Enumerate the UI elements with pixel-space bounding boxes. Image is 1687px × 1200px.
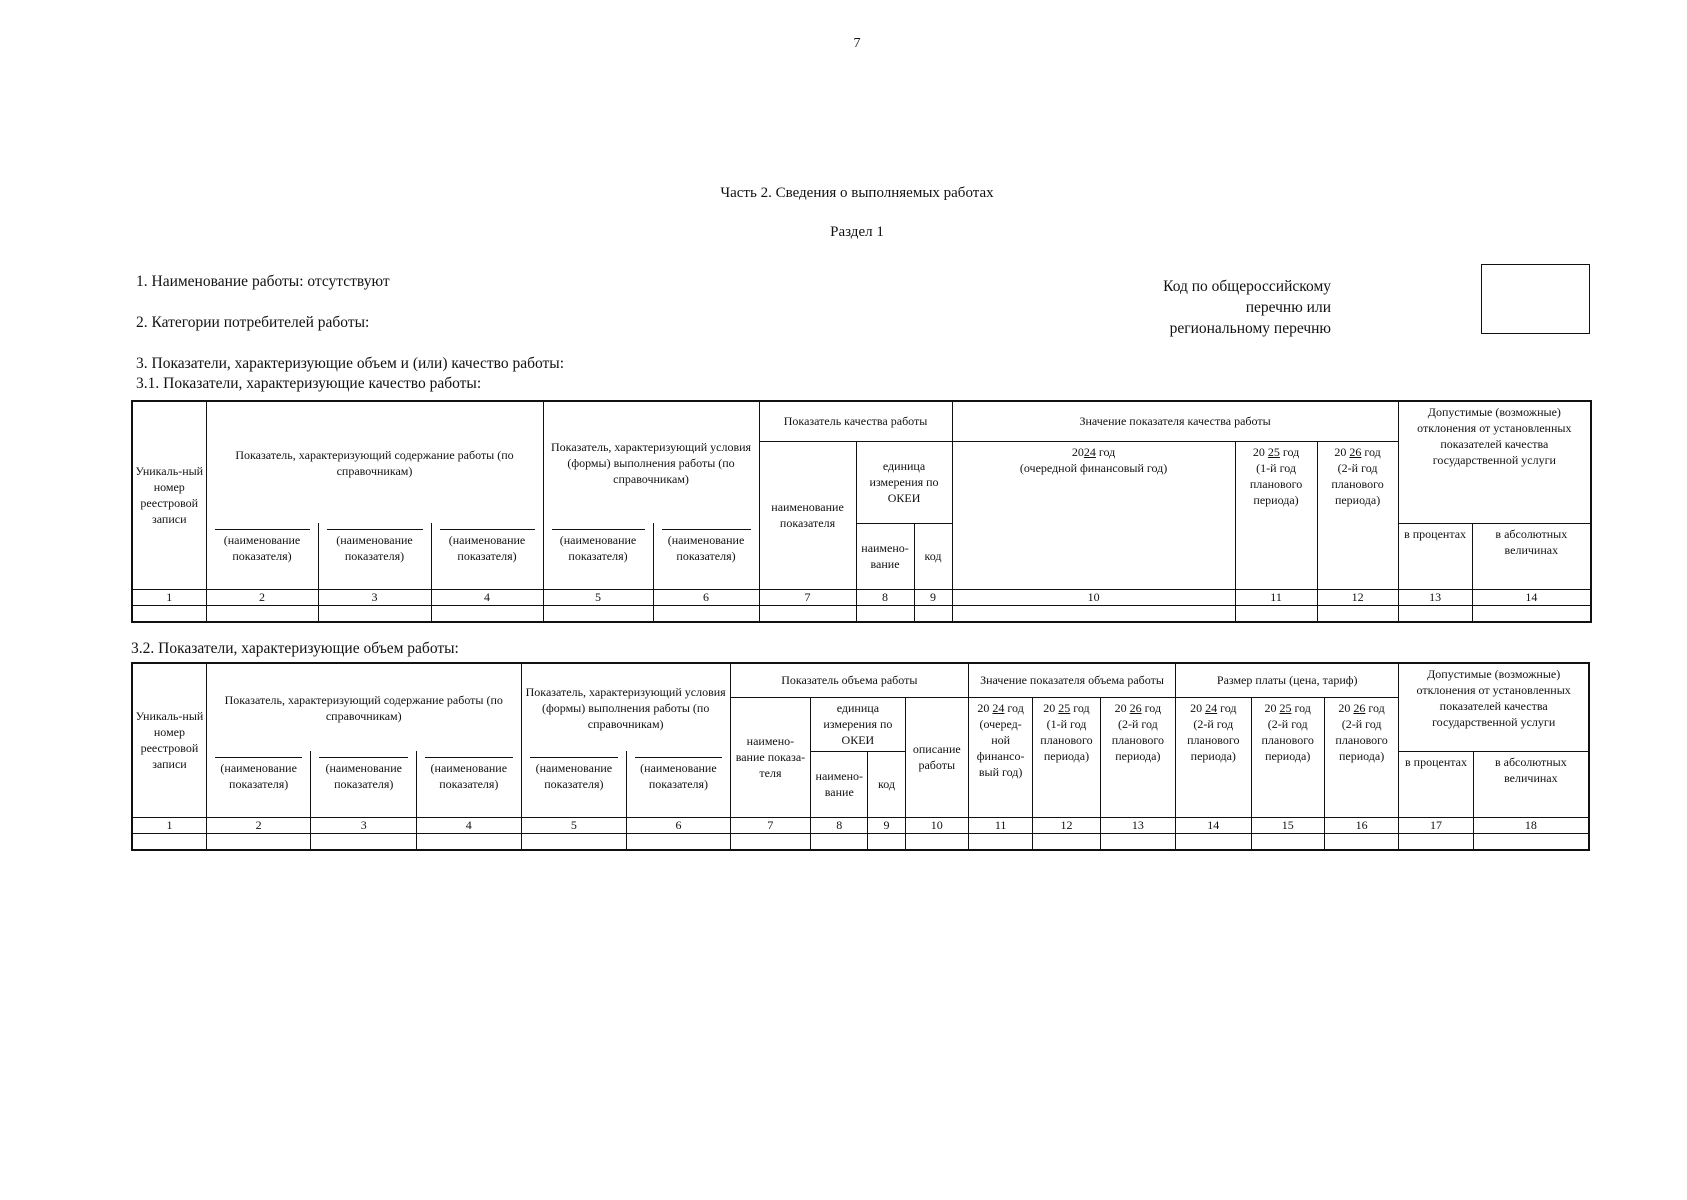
- year-current-header: [952, 441, 1235, 589]
- unique-number-header: Уникаль-ный номер реестровой записи: [132, 401, 206, 589]
- absolute-header: в абсолютных величинах: [1472, 523, 1591, 589]
- data-cell[interactable]: [1398, 605, 1472, 622]
- year-note: (2-й год планового периода): [1335, 716, 1388, 763]
- quality-indicator-header: Показатель качества работы: [759, 401, 952, 441]
- year-prefix: 20: [1334, 444, 1347, 459]
- volume-indicator-header: Показатель объема работы: [730, 663, 968, 697]
- data-cell[interactable]: [206, 833, 311, 850]
- content-header: Показатель, характеризующий содержание работы (по справочникам): [206, 663, 521, 751]
- year-number: 26: [1349, 444, 1362, 459]
- data-cell[interactable]: [431, 605, 543, 622]
- data-cell[interactable]: [1399, 833, 1473, 850]
- sub-label: (наименование показателя): [319, 757, 408, 792]
- column-number: 11: [1235, 589, 1317, 605]
- column-number: 8: [811, 817, 868, 833]
- data-cell[interactable]: [730, 833, 810, 850]
- conditions-sub-1: [543, 523, 653, 589]
- column-number: 14: [1176, 817, 1251, 833]
- data-cell[interactable]: [627, 833, 731, 850]
- data-cell[interactable]: [952, 605, 1235, 622]
- data-cell[interactable]: [311, 833, 417, 850]
- data-cell[interactable]: [318, 605, 431, 622]
- year-suffix: год: [1095, 444, 1116, 459]
- unit-header: единица измерения по ОКЕИ: [856, 441, 952, 523]
- data-cell[interactable]: [653, 605, 759, 622]
- column-number: 5: [521, 817, 627, 833]
- code-label-line: региональному перечню: [1169, 320, 1331, 337]
- content-header: Показатель, характеризующий содержание работы (по справочникам): [206, 401, 543, 523]
- content-sub-1: [206, 751, 311, 817]
- column-number: 9: [868, 817, 905, 833]
- column-number: 3: [311, 817, 417, 833]
- column-number: 7: [759, 589, 856, 605]
- column-number: 5: [543, 589, 653, 605]
- data-cell[interactable]: [521, 833, 627, 850]
- sub-label: (наименование показателя): [425, 757, 513, 792]
- data-cell[interactable]: [132, 833, 206, 850]
- data-cell[interactable]: [856, 605, 914, 622]
- year-note: (очередной финансовый год): [1019, 460, 1168, 475]
- data-cell[interactable]: [543, 605, 653, 622]
- data-cell[interactable]: [1472, 605, 1591, 622]
- data-cell[interactable]: [759, 605, 856, 622]
- year-number: 24: [992, 700, 1005, 715]
- column-number: 18: [1473, 817, 1589, 833]
- sub-label: (наименование показателя): [662, 529, 751, 564]
- year-prefix: 20: [1190, 700, 1203, 715]
- unit-name-header: наимено-вание: [811, 751, 868, 817]
- unit-code-header: код: [868, 751, 905, 817]
- year-suffix: год: [1141, 700, 1162, 715]
- column-number: 8: [856, 589, 914, 605]
- content-sub-3: [417, 751, 522, 817]
- year-prefix: 20: [1114, 700, 1127, 715]
- column-number: 12: [1317, 589, 1398, 605]
- percent-header: в процентах: [1399, 751, 1473, 817]
- data-cell[interactable]: [417, 833, 522, 850]
- column-number: 2: [206, 589, 318, 605]
- column-number: 6: [627, 817, 731, 833]
- column-number: 13: [1398, 589, 1472, 605]
- column-number: 16: [1324, 817, 1398, 833]
- column-number: 4: [417, 817, 522, 833]
- data-cell[interactable]: [1324, 833, 1398, 850]
- year-suffix: год: [1361, 444, 1381, 459]
- content-sub-3: [431, 523, 543, 589]
- column-number: 6: [653, 589, 759, 605]
- year-prefix: 20: [1043, 700, 1056, 715]
- sub-label: (наименование показателя): [327, 529, 423, 564]
- year-note: (2-й год планового периода): [1111, 716, 1165, 763]
- code-label: [1163, 276, 1331, 339]
- volume-value-header: Значение показателя объема работы: [968, 663, 1175, 697]
- year-suffix: год: [1217, 700, 1237, 715]
- year-number: 26: [1129, 700, 1142, 715]
- data-cell[interactable]: [811, 833, 868, 850]
- data-cell[interactable]: [905, 833, 968, 850]
- page-number: 7: [853, 36, 861, 51]
- column-number: 14: [1472, 589, 1591, 605]
- code-label-line: Код по общероссийскому: [1163, 278, 1331, 295]
- year-suffix: год: [1365, 700, 1385, 715]
- section-title: Раздел 1: [830, 224, 884, 240]
- column-number: 3: [318, 589, 431, 605]
- conditions-sub-2: [627, 751, 731, 817]
- indicator-name-header: наименование показателя: [759, 441, 856, 589]
- column-number: 15: [1251, 817, 1324, 833]
- data-cell[interactable]: [1235, 605, 1317, 622]
- column-number: 17: [1399, 817, 1473, 833]
- data-cell[interactable]: [968, 833, 1032, 850]
- volume-table: [131, 662, 1590, 851]
- year-second-header: [1317, 441, 1398, 589]
- work-name: 1. Наименование работы: отсутствуют: [136, 273, 390, 290]
- data-cell[interactable]: [1100, 833, 1175, 850]
- deviation-header: Допустимые (возможные) отклонения от установленных показателей качества государственной услуги: [1399, 663, 1589, 751]
- volume-year-26: [1100, 697, 1175, 817]
- year-prefix: 20: [1252, 444, 1265, 459]
- volume-year-24: [968, 697, 1032, 817]
- column-number: 2: [206, 817, 311, 833]
- year-suffix: год: [1004, 700, 1024, 715]
- data-cell[interactable]: [868, 833, 905, 850]
- unit-name-header: наимено-вание: [856, 523, 914, 589]
- data-cell[interactable]: [1033, 833, 1100, 850]
- data-cell[interactable]: [1251, 833, 1324, 850]
- column-number: 1: [132, 589, 206, 605]
- indicators-heading: 3. Показатели, характеризующие объем и (или) качество работы:: [136, 355, 565, 372]
- code-label-line: перечню или: [1245, 299, 1331, 316]
- data-cell[interactable]: [914, 605, 952, 622]
- description-header: описание работы: [905, 697, 968, 817]
- data-cell[interactable]: [1473, 833, 1589, 850]
- column-number: 7: [730, 817, 810, 833]
- year-prefix: 20: [1264, 700, 1277, 715]
- indicator-name-header: наимено-вание показа-теля: [730, 697, 810, 817]
- column-number: 11: [968, 817, 1032, 833]
- fee-year-26: [1324, 697, 1398, 817]
- data-cell[interactable]: [132, 605, 206, 622]
- quality-heading: 3.1. Показатели, характеризующие качество работы:: [136, 375, 482, 392]
- data-cell[interactable]: [1317, 605, 1398, 622]
- year-number: 26: [1353, 700, 1366, 715]
- year-first-header: [1235, 441, 1317, 589]
- sub-label: (наименование показателя): [440, 529, 535, 564]
- year-note: (1-й год планового периода): [1249, 460, 1303, 507]
- percent-header: в процентах: [1398, 523, 1472, 589]
- consumer-categories: 2. Категории потребителей работы:: [136, 314, 370, 331]
- conditions-header: Показатель, характеризующий условия (формы) выполнения работы (по справочникам): [543, 401, 759, 523]
- quality-table: [131, 400, 1592, 623]
- year-number: 25: [1058, 700, 1071, 715]
- column-numbers-row: [132, 589, 1591, 605]
- sub-label: (наименование показателя): [215, 529, 310, 564]
- data-cell[interactable]: [206, 605, 318, 622]
- conditions-sub-2: [653, 523, 759, 589]
- unique-number-header: Уникаль-ный номер реестровой записи: [132, 663, 206, 817]
- sub-label: (наименование показателя): [215, 757, 303, 792]
- year-note: (2-й год планового периода): [1331, 460, 1384, 507]
- content-sub-2: [318, 523, 431, 589]
- conditions-header: Показатель, характеризующий условия (формы) выполнения работы (по справочникам): [521, 663, 730, 751]
- code-box[interactable]: [1481, 264, 1590, 334]
- data-row: [132, 605, 1591, 622]
- sub-label: (наименование показателя): [530, 757, 619, 792]
- data-cell[interactable]: [1176, 833, 1251, 850]
- column-number: 10: [905, 817, 968, 833]
- data-row: [132, 833, 1589, 850]
- sub-label: (наименование показателя): [635, 757, 722, 792]
- year-note: (1-й год планового периода): [1040, 716, 1093, 763]
- fee-year-25: [1251, 697, 1324, 817]
- volume-heading: 3.2. Показатели, характеризующие объем работы:: [131, 640, 459, 657]
- volume-year-25: [1033, 697, 1100, 817]
- column-number: 12: [1033, 817, 1100, 833]
- year-number: 25: [1279, 700, 1292, 715]
- column-number: 10: [952, 589, 1235, 605]
- year-prefix: 20: [977, 700, 990, 715]
- year-suffix: год: [1070, 700, 1090, 715]
- content-sub-1: [206, 523, 318, 589]
- year-number: 24: [1205, 700, 1218, 715]
- year-suffix: год: [1279, 444, 1300, 459]
- conditions-sub-1: [521, 751, 627, 817]
- quality-value-header: Значение показателя качества работы: [952, 401, 1398, 441]
- unit-header: единица измерения по ОКЕИ: [811, 697, 905, 751]
- year-suffix: год: [1291, 700, 1311, 715]
- fee-header: Размер платы (цена, тариф): [1176, 663, 1399, 697]
- deviation-header: Допустимые (возможные) отклонения от установленных показателей качества государственной услуги: [1398, 401, 1591, 523]
- absolute-header: в абсолютных величинах: [1473, 751, 1589, 817]
- column-number: 4: [431, 589, 543, 605]
- year-note: (очеред-ной финансо-вый год): [976, 716, 1025, 779]
- content-sub-2: [311, 751, 417, 817]
- unit-code-header: код: [914, 523, 952, 589]
- column-numbers-row: [132, 817, 1589, 833]
- year-note: (2-й год планового периода): [1261, 716, 1314, 763]
- fee-year-24: [1176, 697, 1251, 817]
- sub-label: (наименование показателя): [552, 529, 645, 564]
- year-number: 24: [1083, 444, 1096, 459]
- column-number: 1: [132, 817, 206, 833]
- year-prefix: 20: [1338, 700, 1351, 715]
- year-number: 25: [1267, 444, 1280, 459]
- year-prefix: 20: [1071, 444, 1084, 459]
- page-title: Часть 2. Сведения о выполняемых работах: [720, 185, 994, 201]
- year-note: (2-й год планового периода): [1187, 716, 1240, 763]
- column-number: 13: [1100, 817, 1175, 833]
- column-number: 9: [914, 589, 952, 605]
